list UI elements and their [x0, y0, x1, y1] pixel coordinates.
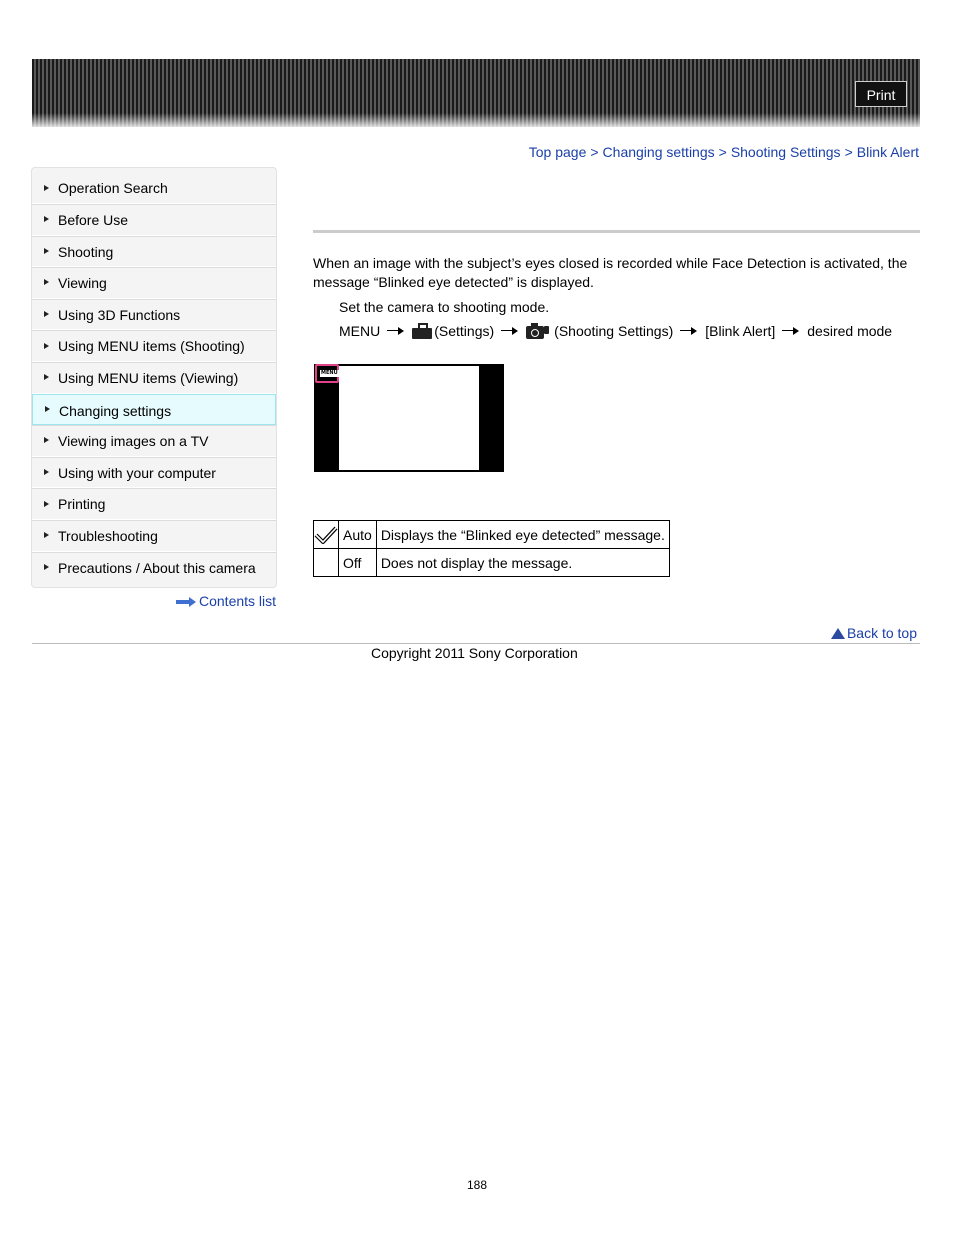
- back-to-top-label: Back to top: [846, 625, 917, 641]
- arrow-right-icon: [387, 327, 405, 335]
- table-row: [314, 521, 670, 549]
- chevron-right-icon: [44, 185, 49, 191]
- back-to-top-link[interactable]: [831, 625, 917, 641]
- sidebar-item-label: Using MENU items (Viewing): [58, 369, 239, 386]
- sidebar-item-shooting[interactable]: [32, 236, 276, 268]
- chevron-right-icon: [44, 216, 49, 222]
- chevron-right-icon: [44, 501, 49, 507]
- sidebar-item-changing-settings[interactable]: [32, 394, 276, 426]
- chevron-right-icon: [45, 406, 50, 412]
- sidebar-item-computer[interactable]: [32, 457, 276, 489]
- breadcrumb-separator: >: [718, 144, 727, 160]
- sidebar-item-label: Printing: [58, 496, 106, 513]
- sidebar-item-menu-viewing[interactable]: [32, 362, 276, 394]
- mode-description: Does not display the message.: [376, 549, 669, 577]
- mode-name: Auto: [339, 521, 377, 549]
- menu-label: MENU: [339, 323, 381, 339]
- desired-mode-label: desired mode: [807, 323, 893, 339]
- step-1-text: Set the camera to shooting mode.: [339, 299, 550, 315]
- sidebar-item-printing[interactable]: [32, 488, 276, 520]
- sidebar-nav: [31, 167, 277, 588]
- chevron-right-icon: [44, 248, 49, 254]
- page-number: 188: [466, 1178, 488, 1192]
- header-banner: [32, 59, 920, 127]
- sidebar-item-precautions[interactable]: [32, 552, 276, 584]
- blink-alert-label: [Blink Alert]: [705, 323, 776, 339]
- lcd-display: [339, 366, 479, 470]
- mode-description: Displays the “Blinked eye detected” message.: [376, 521, 669, 549]
- breadcrumb-shooting-settings[interactable]: Shooting Settings: [730, 144, 841, 160]
- chevron-right-icon: [44, 311, 49, 317]
- sidebar-item-label: Precautions / About this camera: [58, 559, 256, 576]
- camera-settings-icon: [526, 322, 550, 340]
- breadcrumb-blink-alert[interactable]: Blink Alert: [856, 144, 919, 160]
- sidebar-item-label: Operation Search: [58, 180, 168, 196]
- chevron-right-icon: [44, 374, 49, 380]
- breadcrumb-separator: >: [590, 144, 599, 160]
- arrow-right-icon: [176, 598, 196, 606]
- sidebar-item-label: Viewing images on a TV: [58, 433, 209, 450]
- chevron-right-icon: [44, 279, 49, 285]
- sidebar-item-before-use[interactable]: [32, 204, 276, 236]
- chevron-right-icon: [44, 437, 49, 443]
- sidebar-item-3d-functions[interactable]: [32, 299, 276, 331]
- arrow-right-icon: [501, 327, 519, 335]
- settings-label: (Settings): [434, 323, 495, 339]
- triangle-up-icon: [831, 628, 845, 639]
- sidebar-item-troubleshooting[interactable]: [32, 520, 276, 552]
- intro-text: When an image with the subject’s eyes closed is recorded while Face Detection is activated, the message “Blinked eye detected” is displayed.: [313, 255, 908, 290]
- contents-list-link[interactable]: [176, 593, 276, 609]
- sidebar-item-label: Viewing: [58, 275, 107, 292]
- chevron-right-icon: [44, 532, 49, 538]
- sidebar-item-operation-search[interactable]: [32, 168, 276, 204]
- sidebar-item-label: Troubleshooting: [58, 527, 158, 544]
- chevron-right-icon: [44, 564, 49, 570]
- camera-screen-illustration: [314, 364, 504, 472]
- breadcrumb-changing-settings[interactable]: Changing settings: [602, 144, 715, 160]
- breadcrumb-separator: >: [844, 144, 853, 160]
- footer-divider: [32, 643, 920, 644]
- title-divider: [313, 230, 920, 233]
- chevron-right-icon: [44, 343, 49, 349]
- sidebar-item-label: Changing settings: [59, 402, 172, 419]
- sidebar-item-viewing-on-tv[interactable]: [32, 425, 276, 457]
- default-marker-cell: [314, 521, 339, 549]
- modes-table: [313, 520, 670, 577]
- print-button[interactable]: Print: [855, 81, 907, 107]
- sidebar-item-menu-shooting[interactable]: [32, 330, 276, 362]
- copyright-text: Copyright 2011 Sony Corporation: [371, 645, 578, 661]
- shooting-settings-label: (Shooting Settings): [554, 323, 674, 339]
- check-mark-icon: [314, 525, 338, 545]
- step-2-instructions: [339, 322, 892, 340]
- menu-button-highlight[interactable]: [315, 364, 339, 383]
- breadcrumb-top-page[interactable]: Top page: [528, 144, 587, 160]
- sidebar-item-label: Using 3D Functions: [58, 306, 181, 323]
- sidebar-item-label: Using MENU items (Shooting): [58, 338, 245, 355]
- sidebar-item-label: Using with your computer: [58, 464, 216, 481]
- arrow-right-icon: [782, 327, 800, 335]
- sidebar-item-label: Shooting: [58, 243, 114, 260]
- breadcrumb: [529, 144, 919, 160]
- chevron-right-icon: [44, 469, 49, 475]
- mode-name: Off: [339, 549, 377, 577]
- contents-list-label: Contents list: [199, 593, 277, 609]
- sidebar-item-viewing[interactable]: [32, 267, 276, 299]
- arrow-right-icon: [680, 327, 698, 335]
- sidebar-item-label: Before Use: [58, 212, 129, 228]
- empty-marker-cell: [314, 549, 339, 577]
- table-row: [314, 549, 670, 577]
- menu-button-label: MENU: [321, 370, 338, 376]
- toolbox-icon: [412, 323, 432, 339]
